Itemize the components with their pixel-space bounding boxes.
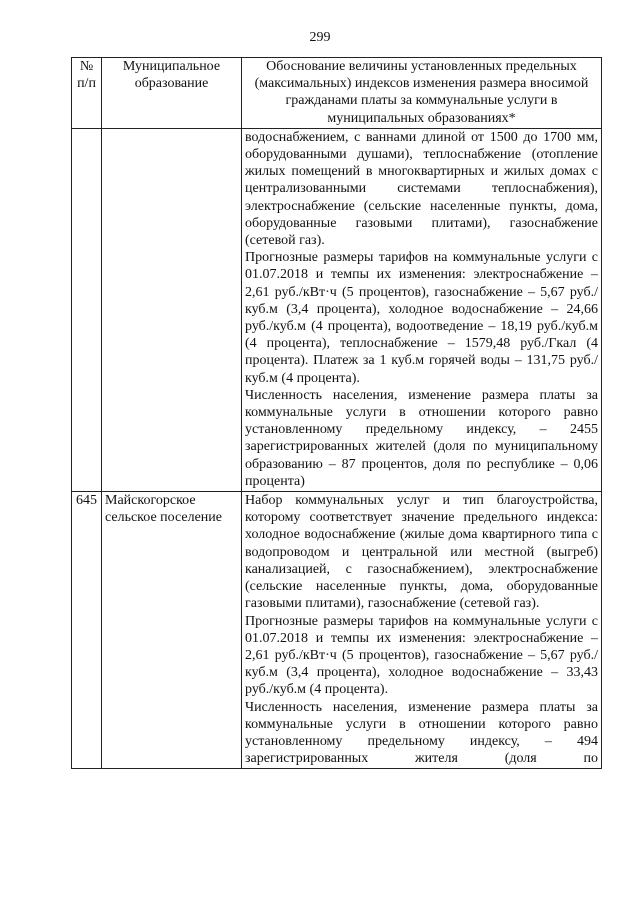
paragraph: Прогнозные размеры тарифов на коммунальные услуги с 01.07.2018 и темпы их изменения: электроснабжение – 2,61 руб./кВт·ч (5 процентов), газоснабжение – 5,67 руб./куб.м (3,4 процента), холодное водоснабжение – 24,66 руб./куб.м (4 процента), водоотведение – 18,19 руб./куб.м (4 процента), теплоснабжение – 1579,48 руб./Гкал (4 процента). Платеж за 1 куб.м горячей воды – 131,75 руб./куб.м (4 процента). (245, 250, 598, 386)
tariff-table (71, 57, 602, 769)
header-num: № п/п (72, 58, 102, 129)
paragraph: водоснабжением, с ваннами длиной от 1500 до 1700 мм, оборудованными душами), теплоснабжение (отопление жилых помещений в многоквартирных и жилых домах с централизованными системами теплоснабжения), электроснабжение (сельские населенные пункты, дома, оборудованные газовыми плитами), газоснабжение (сетевой газ). (245, 129, 598, 249)
row-municipality: Майскогорское сельское поселение (102, 492, 242, 769)
row-num (72, 128, 102, 491)
page-number: 299 (309, 30, 331, 45)
paragraph: Численность населения, изменение размера платы за коммунальные услуги в отношении которого равно установленному предельному индексу, – 494 зарегистрированных жителя (доля по (245, 699, 598, 767)
table-header-row (72, 58, 602, 129)
row-num: 645 (72, 492, 102, 769)
row-municipality (102, 128, 242, 491)
table-row (72, 128, 602, 491)
row-justification (242, 492, 602, 769)
header-municipality: Муниципальное образование (102, 58, 242, 129)
paragraph: Набор коммунальных услуг и тип благоустройства, которому соответствует значение предельного индекса: холодное водоснабжение (жилые дома квартирного типа с водопроводом и центральной или местной (выгреб) канализацией, с газоснабжением), электроснабжение (сельские населенные пункты, дома, оборудованные газовыми плитами), газоснабжение (сетевой газ). (245, 493, 598, 612)
row-justification (242, 128, 602, 491)
paragraph: Численность населения, изменение размера платы за коммунальные услуги в отношении которого равно установленному предельному индексу, – 2455 зарегистрированных жителей (доля по муниципальному образованию – 87 процентов, доля по республике – 0,06 процента) (245, 387, 598, 489)
table-row (72, 492, 602, 769)
paragraph: Прогнозные размеры тарифов на коммунальные услуги с 01.07.2018 и темпы их изменения: электроснабжение – 2,61 руб./кВт·ч (5 процентов), газоснабжение – 5,67 руб./куб.м (3,4 процента), холодное водоснабжение – 33,43 руб./куб.м (4 процента). (245, 613, 598, 698)
header-justification: Обоснование величины установленных предельных (максимальных) индексов изменения размера вносимой гражданами платы за коммунальные услуги в муниципальных образованиях* (242, 58, 602, 129)
